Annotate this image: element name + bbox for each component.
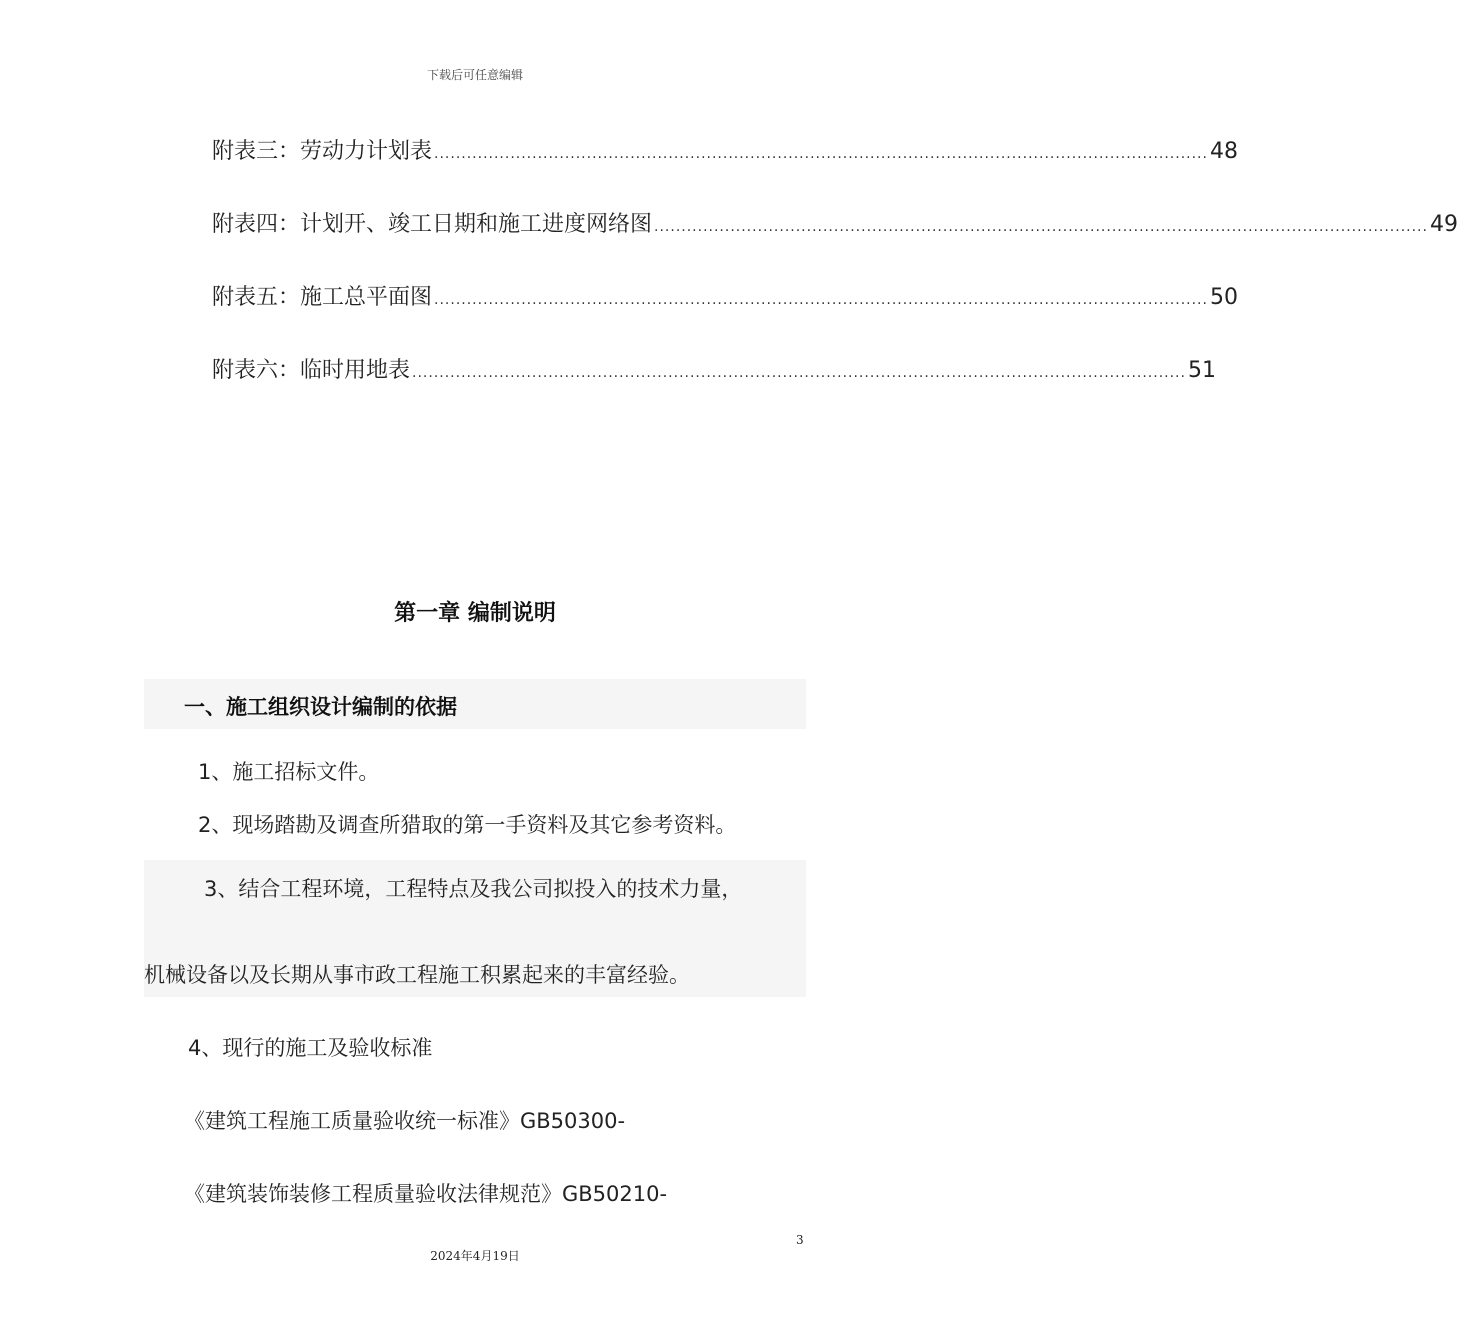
list-item: 1、施工招标文件。 <box>198 760 380 784</box>
toc-entry-page: 51 <box>1187 358 1216 383</box>
page-header-note: 下载后可任意编辑 <box>426 68 523 82</box>
toc-entry-page: 48 <box>1209 139 1238 164</box>
page-number: 3 <box>796 1233 804 1247</box>
section-heading: 一、施工组织设计编制的依据 <box>184 695 457 719</box>
list-item: 2、现场踏勘及调查所猎取的第一手资料及其它参考资料。 <box>198 813 737 837</box>
list-item-continuation: 机械设备以及长期从事市政工程施工积累起来的丰富经验。 <box>144 963 690 987</box>
toc-entry[interactable] <box>212 207 1458 241</box>
footer-date: 2024年4月19日 <box>430 1249 520 1263</box>
toc-leader-dots: .............................................................................................................................................. <box>434 292 1208 308</box>
toc-entry-title: 附表四：计划开、竣工日期和施工进度网络图 <box>212 212 653 237</box>
toc-entry-page: 49 <box>1429 212 1458 237</box>
list-item: 4、现行的施工及验收标准 <box>188 1036 433 1060</box>
toc-leader-dots: .............................................................................................................................................. <box>654 219 1428 235</box>
toc-entry[interactable] <box>212 134 1238 168</box>
toc-entry[interactable] <box>212 353 1216 387</box>
toc-leader-dots: .............................................................................................................................................. <box>434 146 1208 162</box>
list-item: 3、结合工程环境，工程特点及我公司拟投入的技术力量， <box>204 877 743 901</box>
standard-reference: 《建筑装饰装修工程质量验收法律规范》GB50210- <box>184 1182 668 1206</box>
toc-entry-title: 附表六：临时用地表 <box>212 358 411 383</box>
standard-reference: 《建筑工程施工质量验收统一标准》GB50300- <box>184 1109 626 1133</box>
toc-entry-title: 附表三：劳动力计划表 <box>212 139 433 164</box>
toc-leader-dots: .............................................................................................................................................. <box>412 365 1186 381</box>
toc-entry[interactable] <box>212 280 1238 314</box>
toc-entry-page: 50 <box>1209 285 1238 310</box>
toc-entry-title: 附表五：施工总平面图 <box>212 285 433 310</box>
chapter-title: 第一章 编制说明 <box>394 601 556 626</box>
